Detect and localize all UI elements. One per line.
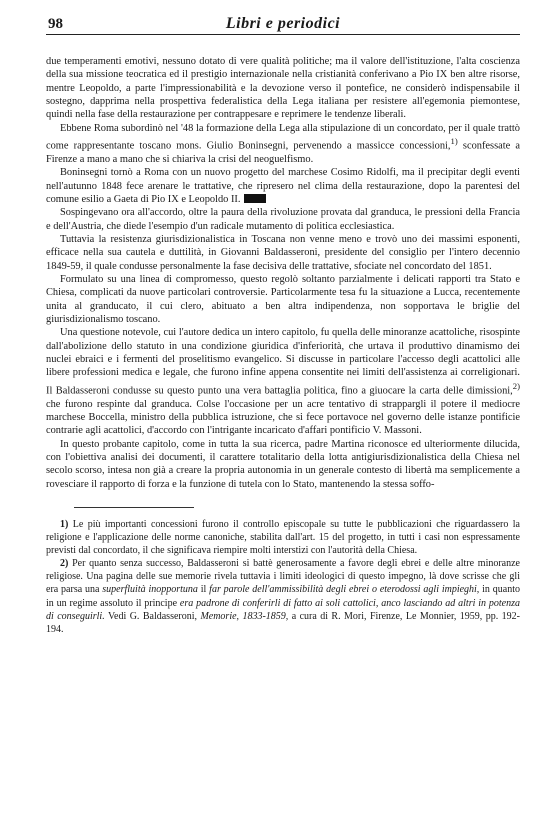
paragraph-text: Boninsegni tornò a Roma con un nuovo progetto del marchese Cosimo Ridolfi, ma il precipitar degli eventi nell'autunno 1848 fece arenare le trattative, che ripresero nel clima della restaurazione, dopo la parentesi del comune esilio a Gaeta di Pio IX e Leopoldo II. bbox=[46, 167, 520, 205]
page-header bbox=[46, 14, 520, 35]
footnote bbox=[46, 518, 520, 557]
paragraph-text: Una questione notevole, cui l'autore dedica un intero capitolo, fu quella delle minoranze acattoliche, risospinte dall'abolizione dello statuto in una condizione giuridica d'inferiorità, che urtava il produttivo dinamismo dei nuclei ebraici e i fermenti del proselitismo evangelico. Si discusse in particolare l'accesso degli acattolici alle libere professioni medica e legale, che furono infine appena consentite nei limiti dell'assistenza ai correligionari. Il Baldasseroni condusse su questo punto una vera battaglia politica, fino a giuocare la carta delle dimissioni, bbox=[46, 327, 520, 397]
running-head: Libri e periodici bbox=[225, 15, 341, 32]
footnotes bbox=[46, 518, 520, 636]
footnote-text: Per quanto senza successo, Baldasseroni si battè generosamente a favore degli ebrei e delle altre minoranze religiose. Una pagina delle sue memorie rivela tuttavia i limiti ideologici di questo impegno, là dove scrisse che gli era parsa una bbox=[46, 558, 520, 596]
footnote-number: 1) bbox=[60, 518, 69, 530]
paragraph-text: Ebbene Roma subordinò nel '48 la formazione della Lega alla stipulazione di un concordato, per il quale trattò come rappresentante toscano mons. Giulio Boninsegni, pervenendo a massicce concessioni, bbox=[46, 122, 520, 152]
footnote-number: 2) bbox=[60, 558, 69, 570]
paragraph: Formulato su una linea di compromesso, questo regolò soltanto parzialmente i delicati rapporti tra Stato e Chiesa, complicati da nuove particolari controversie. Particolarmente tesa fu la situazione a Lucca, recentemente unita al granducato, il cui clero, abituato a ben altra indipendenza, non sopportava le briglie del giurisdizionalismo toscano. bbox=[46, 273, 520, 325]
footnote-quote: superfluità inopportuna bbox=[102, 584, 198, 596]
footnote-text: in quanto in un regime assoluto il principe bbox=[46, 584, 520, 609]
footnote-ref: 1) bbox=[450, 136, 458, 147]
ink-blot bbox=[244, 194, 266, 203]
body-text bbox=[46, 55, 520, 491]
footnote-quote: era padrone di conferirli di fatto ai soli cattolici, anco lasciando ad altri in potenza di conseguirli. bbox=[46, 597, 521, 622]
footnote-text: Vedi G. Baldasseroni, bbox=[104, 610, 201, 622]
paragraph: due temperamenti emotivi, nessuno dotato di vere qualità politiche; ma il valore dell'istituzione, l'alta coscienza della sua missione teocratica ed il prestigio internazionale nella cristianità conferivano a Pio IX ben altre risorse, mentre Leopoldo, a parte l'impressionabilità e la devozione verso il pontefice, ne considerò indispensabile il sostegno, dapprima nella prospettiva federalistica della Lega italiana per resistere all'egemonia piemontese, quindi nella fase della restaurazione per contrappesare e reprimere le tendenze liberali. bbox=[46, 56, 520, 121]
paragraph: In questo probante capitolo, come in tutta la sua ricerca, padre Martina riconosce ed ulteriormente dilucida, con l'obiettiva analisi dei documenti, il carattere totalitario della lotta antigiurisdizionalistica della Chiesa nel secolo scorso, intesa non già a creare la propria autonomia in un generale contesto di libertà ma semplicemente a rovesciare il rapporto di forza e la funzione di tutela con lo Stato, mantenendo la stessa soffo- bbox=[46, 438, 520, 490]
paragraph: Tuttavia la resistenza giurisdizionalistica in Toscana non venne meno e trovò uno dei massimi esponenti, efficace nella sua cautela e duttilità, in Giovanni Baldasseroni, presidente del consiglio per l'intero decennio 1849-59, il quale condusse personalmente la fase decisiva delle trattative, sfociate nel concordato del 1851. bbox=[46, 233, 520, 272]
paragraph bbox=[46, 122, 520, 167]
footnote-divider bbox=[74, 507, 194, 508]
footnote-ref: 2) bbox=[512, 380, 520, 391]
footnote-book-title: Memorie, 1833-1859, bbox=[200, 610, 289, 622]
book-page bbox=[46, 14, 520, 636]
footnote-quote: far parole dell'ammissibilità degli ebrei o eterodossi agli impieghi, bbox=[209, 584, 480, 596]
paragraph-text: sconfessate a Firenze a mano a mano che si chiariva la crisi del neoguelfismo. bbox=[46, 140, 520, 165]
page-number: 98 bbox=[48, 16, 63, 32]
paragraph: Sospingevano ora all'accordo, oltre la paura della rivoluzione provata dal granduca, le pressioni della Francia e dell'Austria, che diede l'esempio d'un radicale mutamento di politica ecclesiastica. bbox=[46, 207, 520, 232]
paragraph bbox=[46, 166, 520, 206]
paragraph bbox=[46, 326, 520, 437]
paragraph-text: che furono respinte dal granduca. Colse l'occasione per un acre tentativo di strappargli il potere il mediocre marchese Boccella, ministro della pubblica istruzione, che si fece portavoce nel governo delle istanze pontificie contrarie agli acattolici, d'accordo con l'intrigante incaricato d'affari pontificio V. Massoni. bbox=[46, 398, 520, 437]
footnote-text: il bbox=[197, 584, 210, 596]
footnote-text: a cura di R. Mori, Firenze, Le Monnier, 1959, pp. 192-194. bbox=[46, 610, 520, 635]
footnote-text: Le più importanti concessioni furono il controllo episcopale su tutte le pubblicazioni che riguardassero la religione e l'applicazione delle norme canoniche, stabilita dall'art. 15 del progetto, in tutti i casi non espressamente previsti dal concordato, il che significava riempire molti interstizi con l'autorità della Chiesa. bbox=[46, 518, 520, 557]
footnote bbox=[46, 557, 520, 636]
